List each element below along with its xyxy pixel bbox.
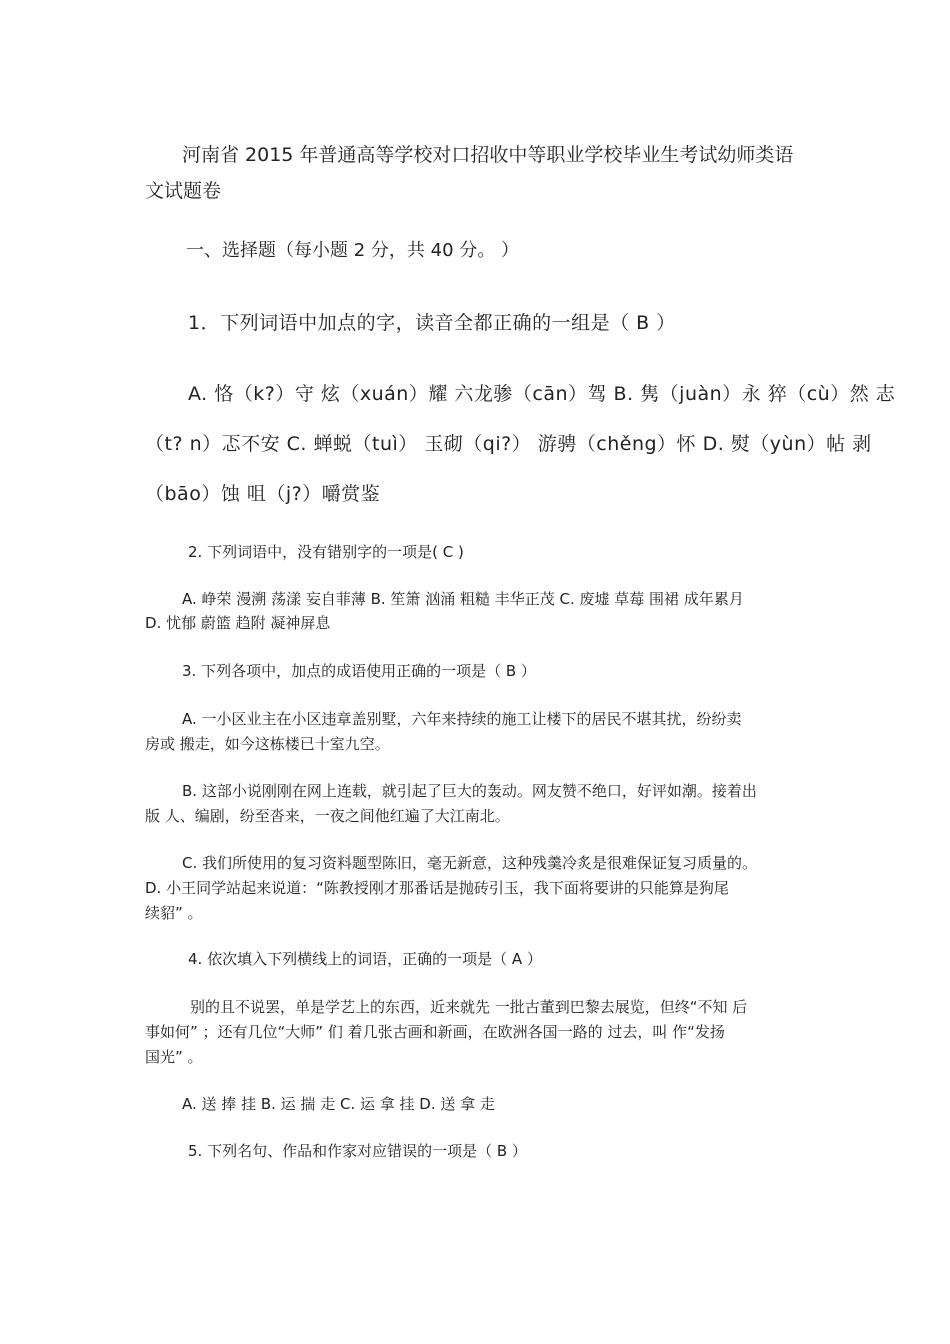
- question-3-stem: 3. 下列各项中，加点的成语使用正确的一项是（ B ）: [182, 662, 536, 680]
- question-3-option-d-line1: D. 小王同学站起来说道：“陈教授刚才那番话是抛砖引玉，我下面将要讲的只能算是狗尾: [145, 879, 729, 897]
- question-1-line2: （t? n）忑不安 C. 蝉蜕（tuì） 玉砌（qi?） 游骋（chěng）怀 D. 熨（yùn）帖 剥: [145, 433, 872, 455]
- question-3-option-a-line1: A. 一小区业主在小区违章盖别墅，六年来持续的施工让楼下的居民不堪其扰，纷纷卖: [182, 710, 742, 728]
- question-3-option-a-line2: 房或 搬走，如今这栋楼已十室九空。: [145, 735, 390, 753]
- question-3-option-b-line1: B. 这部小说刚刚在网上连载，就引起了巨大的轰动。网友赞不绝口，好评如潮。接着出: [182, 782, 757, 800]
- section-heading: 一、选择题（每小题 2 分，共 40 分。 ）: [186, 240, 519, 261]
- question-4-passage-line3: 国光” 。: [145, 1048, 203, 1066]
- question-1-stem: 1．下列词语中加点的字，读音全都正确的一组是（ B ）: [188, 312, 676, 334]
- question-4-options: A. 送 捧 挂 B. 运 揣 走 C. 运 拿 挂 D. 送 拿 走: [182, 1095, 495, 1113]
- question-5-stem: 5. 下列名句、作品和作家对应错误的一项是（ B ）: [188, 1142, 527, 1160]
- question-2-stem: 2. 下列词语中，没有错别字的一项是( C ): [188, 543, 464, 561]
- question-4-stem: 4. 依次填入下列横线上的词语，正确的一项是（ A ）: [188, 950, 542, 968]
- question-1-line3: （bāo）蚀 咀（j?）嚼赏鉴: [145, 483, 381, 505]
- doc-title-line2: 文试题卷: [145, 180, 222, 202]
- question-2-line1: A. 峥荣 漫溯 荡漾 妄自菲薄 B. 笙箫 汹涌 粗糙 丰华正茂 C. 废墟 草莓 围裙 成年累月: [182, 590, 744, 608]
- question-4-passage-line2: 事如何” ；还有几位“大师” 们 着几张古画和新画，在欧洲各国一路的 过去，叫 作“发扬: [145, 1023, 725, 1041]
- question-2-line2: D. 忧郁 蔚篮 趋附 凝神屏息: [145, 614, 331, 632]
- question-3-option-b-line2: 版 人、编剧，纷至沓来，一夜之间他红遍了大江南北。: [145, 807, 510, 825]
- question-1-line1: A. 恪（k?）守 炫（xuán）耀 六龙骖（cān）驾 B. 隽（juàn）永 猝（cù）然 志: [188, 383, 896, 405]
- question-4-passage-line1: 别的且不说罢，单是学艺上的东西，近来就先 一批古董到巴黎去展览，但终“不知 后: [190, 998, 748, 1016]
- question-3-option-d-line2: 续貂” 。: [145, 904, 203, 922]
- question-3-option-c: C. 我们所使用的复习资料题型陈旧，毫无新意，这种残羹冷炙是很难保证复习质量的。: [182, 854, 758, 872]
- doc-title-line1: 河南省 2015 年普通高等学校对口招收中等职业学校毕业生考试幼师类语: [182, 144, 794, 166]
